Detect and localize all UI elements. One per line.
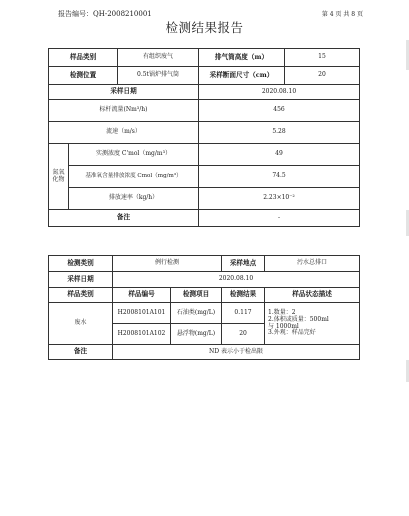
emission-rate-label: 排放速率（kg/h） [69, 188, 199, 210]
status-line: 2.体积或质量：500ml [268, 315, 329, 323]
sampling-site-label: 采样地点 [222, 256, 265, 272]
table-row [49, 345, 360, 360]
table-row [49, 100, 360, 122]
table-row [49, 122, 360, 144]
test-result: 0.117 [222, 303, 265, 324]
sample-code: H2008101A101 [113, 303, 171, 324]
test-type-label: 检测类别 [49, 256, 113, 272]
table-row [49, 49, 360, 67]
header-sample-code: 样品编号 [113, 288, 171, 303]
measured-conc-label: 实测浓度 C'mol（mg/m³） [69, 144, 199, 166]
table-row [49, 210, 360, 227]
speed-value: 5.28 [199, 122, 360, 144]
section-size-value: 20 [285, 67, 360, 85]
test-type-value: 例行检测 [113, 256, 222, 272]
flow-label: 标杆流量(Nm³/h) [49, 100, 199, 122]
table-row [49, 144, 360, 166]
section-size-label: 采样断面尺寸（cm） [199, 67, 285, 85]
status-line: 与 1000ml [268, 322, 299, 330]
status-line: 1.数量：2 [268, 308, 296, 316]
test-item: 悬浮物(mg/L) [171, 324, 222, 345]
wastewater-table [48, 255, 360, 360]
header-sample-status: 样品状态描述 [265, 288, 360, 303]
table-row [49, 188, 360, 210]
location-value: 0.5t锅炉排气筒 [118, 67, 199, 85]
sampling-site-value: 污水总排口 [265, 256, 360, 272]
sampling-date-label: 采样日期 [49, 85, 199, 100]
sample-code: H2008101A102 [113, 324, 171, 345]
exhaust-gas-table [48, 48, 360, 227]
page-number: 第 4 页 共 8 页 [321, 11, 363, 18]
table-row [49, 256, 360, 272]
sample-type-label: 样品类别 [49, 49, 118, 67]
location-label: 检测位置 [49, 67, 118, 85]
sample-type-value: 有组织废气 [118, 49, 199, 67]
header-test-result: 检测结果 [222, 288, 265, 303]
table-row [49, 67, 360, 85]
sampling-date-value: 2020.08.10 [199, 85, 360, 100]
converted-conc-label: 基准氧含量排放浓度 Cmol（mg/m³） [69, 166, 199, 188]
status-line: 3.外观：样品完好 [268, 329, 316, 337]
remarks-label: 备注 [49, 210, 199, 227]
remarks-value: ND 表示小于检出限 [113, 345, 360, 360]
remarks-label: 备注 [49, 345, 113, 360]
speed-label: 流速（m/s） [49, 122, 199, 144]
header-test-item: 检测项目 [171, 288, 222, 303]
report-number: 报告编号：QH-2008210001 [58, 10, 152, 18]
measured-conc-value: 49 [199, 144, 360, 166]
converted-conc-value: 74.5 [199, 166, 360, 188]
table-row [49, 85, 360, 100]
nox-group-label: 氮氧化物 [49, 144, 69, 210]
sampling-date-value: 2020.08.10 [113, 272, 360, 288]
sample-type-value: 废水 [49, 303, 113, 345]
stack-height-value: 15 [285, 49, 360, 67]
stack-height-label: 排气筒高度（m） [199, 49, 285, 67]
table-header-row [49, 288, 360, 303]
sampling-date-label: 采样日期 [49, 272, 113, 288]
table-row [49, 166, 360, 188]
test-result: 20 [222, 324, 265, 345]
emission-rate-value: 2.23×10⁻² [199, 188, 360, 210]
report-title: 检测结果报告 [165, 20, 244, 35]
flow-value: 456 [199, 100, 360, 122]
sample-status-description [265, 303, 360, 345]
table-row [49, 272, 360, 288]
test-item: 石油类(mg/L) [171, 303, 222, 324]
header-sample-type: 样品类别 [49, 288, 113, 303]
remarks-value: - [199, 210, 360, 227]
table-row [49, 303, 360, 324]
